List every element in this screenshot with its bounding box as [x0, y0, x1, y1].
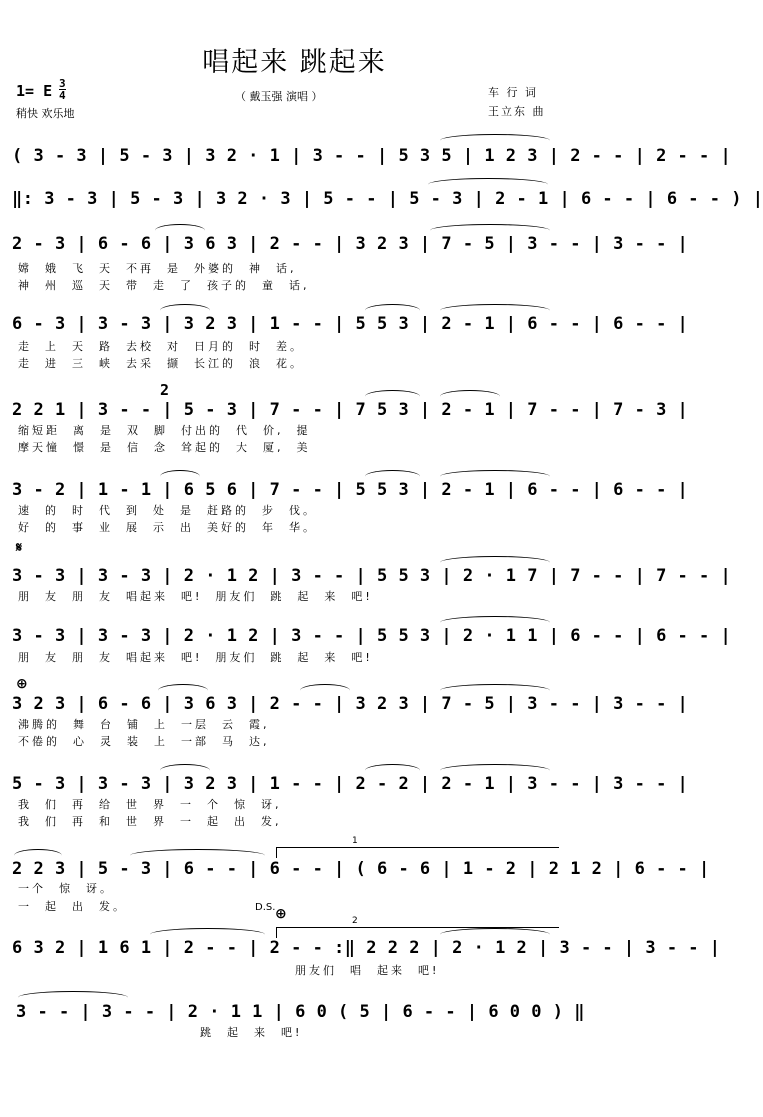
alt-note-2: 2 — [160, 381, 170, 399]
time-signature — [59, 78, 66, 101]
notation-line-13: 3 - - | 3 - - | 2 · 1 1 | 6 0 ( 5 | 6 - - | 6 0 0 ) ‖ — [16, 1002, 585, 1022]
lyric-line-10b: 我 们 再 和 世 界 一 起 出 发, — [18, 815, 282, 828]
notation-line-8: 3 - 3 | 3 - 3 | 2 · 1 2 | 3 - - | 5 5 3 | 2 · 1 1 | 6 - - | 6 - - | — [12, 626, 732, 646]
tie-arc — [440, 616, 550, 629]
tie-arc — [430, 224, 550, 237]
tempo-marking: 稍快 欢乐地 — [16, 107, 75, 120]
tie-arc — [440, 556, 550, 569]
coda-sign-2: ⊕ — [275, 906, 287, 922]
lyric-line-10a: 我 们 再 给 世 界 一 个 惊 讶, — [18, 798, 282, 811]
slur-arc — [160, 304, 210, 317]
lyric-line-11a: 一个 惊 讶。 — [18, 882, 114, 895]
lyric-line-5b: 摩天憧 憬 是 信 念 耸起的 大 厦, 美 — [18, 441, 311, 454]
slur-arc — [160, 470, 200, 483]
slur-arc — [155, 224, 205, 237]
tie-arc — [18, 991, 128, 1004]
key-signature: 1= E — [16, 82, 53, 100]
segno-sign: 𝄋 — [16, 540, 23, 556]
notation-line-6: 3 - 2 | 1 - 1 | 6 5 6 | 7 - - | 5 5 3 | 2 - 1 | 6 - - | 6 - - | — [12, 480, 689, 500]
lyric-line-6b: 好 的 事 业 展 示 出 美好的 年 华。 — [18, 521, 317, 534]
tie-arc — [150, 928, 265, 941]
singer-credit: （ 戴玉强 演唱 ） — [235, 90, 323, 103]
slur-arc — [300, 684, 350, 697]
dal-segno-mark: D.S. — [255, 902, 276, 913]
lyric-line-13: 跳 起 来 吧! — [200, 1026, 303, 1039]
lyric-line-4a: 走 上 天 路 去校 对 日月的 时 差。 — [18, 340, 304, 353]
lyric-line-3b: 神 州 巡 天 带 走 了 孩子的 童 话, — [18, 279, 310, 292]
lyric-line-11b: 一 起 出 发。 — [18, 900, 127, 913]
tie-arc — [440, 390, 500, 403]
lyric-line-9b: 不倦的 心 灵 装 上 一部 马 达, — [18, 735, 270, 748]
slur-arc — [158, 684, 208, 697]
tie-arc — [428, 178, 548, 191]
tie-arc — [440, 764, 550, 777]
lyric-line-5a: 缩短距 离 是 双 脚 付出的 代 价, 提 — [18, 424, 311, 437]
notation-line-11: 2 2 3 | 5 - 3 | 6 - - | 6 - - | ( 6 - 6 | 1 - 2 | 2 1 2 | 6 - - | — [12, 859, 710, 879]
tie-arc — [130, 849, 265, 862]
slur-arc — [365, 390, 420, 403]
tie-arc — [440, 304, 550, 317]
notation-line-10: 5 - 3 | 3 - 3 | 3 2 3 | 1 - - | 2 - 2 | 2 - 1 | 3 - - | 3 - - | — [12, 774, 689, 794]
tie-arc — [440, 134, 550, 147]
lyric-line-12: 朋友们 唱 起来 吧! — [295, 964, 440, 977]
tie-arc — [440, 684, 550, 697]
notation-line-2: ‖: 3 - 3 | 5 - 3 | 3 2 · 3 | 5 - - | 5 - 3 | 2 - 1 | 6 - - | 6 - - ) | — [12, 189, 763, 209]
volta-number-2: 2 — [352, 916, 358, 926]
slur-arc — [160, 764, 210, 777]
coda-sign: ⊕ — [16, 676, 28, 692]
notation-line-1: ( 3 - 3 | 5 - 3 | 3 2 · 1 | 3 - - | 5 3 5 | 1 2 3 | 2 - - | 2 - - | — [12, 146, 732, 166]
slur-arc — [365, 304, 420, 317]
lyric-line-6a: 速 的 时 代 到 处 是 赶路的 步 伐。 — [18, 504, 317, 517]
lyric-line-7: 朋 友 朋 友 唱起来 吧! 朋友们 跳 起 来 吧! — [18, 590, 373, 603]
lyricist-credit: 车 行 词 — [488, 86, 538, 99]
notation-line-4: 6 - 3 | 3 - 3 | 3 2 3 | 1 - - | 5 5 3 | 2 - 1 | 6 - - | 6 - - | — [12, 314, 689, 334]
time-signature-top: 3 — [59, 77, 66, 90]
lyric-line-9a: 沸腾的 舞 台 铺 上 一层 云 霞, — [18, 718, 270, 731]
lyric-line-3a: 嫦 娥 飞 天 不再 是 外婆的 神 话, — [18, 262, 297, 275]
notation-line-9: 3 2 3 | 6 - 6 | 3 6 3 | 2 - - | 3 2 3 | 7 - 5 | 3 - - | 3 - - | — [12, 694, 689, 714]
slur-arc — [14, 849, 62, 862]
notation-line-7: 3 - 3 | 3 - 3 | 2 · 1 2 | 3 - - | 5 5 3 | 2 · 1 7 | 7 - - | 7 - - | — [12, 566, 732, 586]
notation-line-12: 6 3 2 | 1 6 1 | 2 - - | 2 - - :‖ 2 2 2 | 2 · 1 2 | 3 - - | 3 - - | — [12, 938, 721, 958]
lyric-line-4b: 走 进 三 峡 去采 撷 长江的 浪 花。 — [18, 357, 304, 370]
time-signature-bottom: 4 — [59, 89, 66, 102]
lyric-line-8: 朋 友 朋 友 唱起来 吧! 朋友们 跳 起 来 吧! — [18, 651, 373, 664]
slur-arc — [365, 470, 420, 483]
notation-line-3: 2 - 3 | 6 - 6 | 3 6 3 | 2 - - | 3 2 3 | 7 - 5 | 3 - - | 3 - - | — [12, 234, 689, 254]
volta-number-1: 1 — [352, 836, 358, 846]
slur-arc — [365, 764, 420, 777]
composer-credit: 王立东 曲 — [488, 105, 546, 118]
tie-arc — [440, 470, 550, 483]
tie-arc — [440, 928, 550, 941]
song-title: 唱起来 跳起来 — [202, 47, 387, 78]
notation-line-5: 2 2 1 | 3 - - | 5 - 3 | 7 - - | 7 5 3 | 2 - 1 | 7 - - | 7 - 3 | — [12, 400, 689, 420]
